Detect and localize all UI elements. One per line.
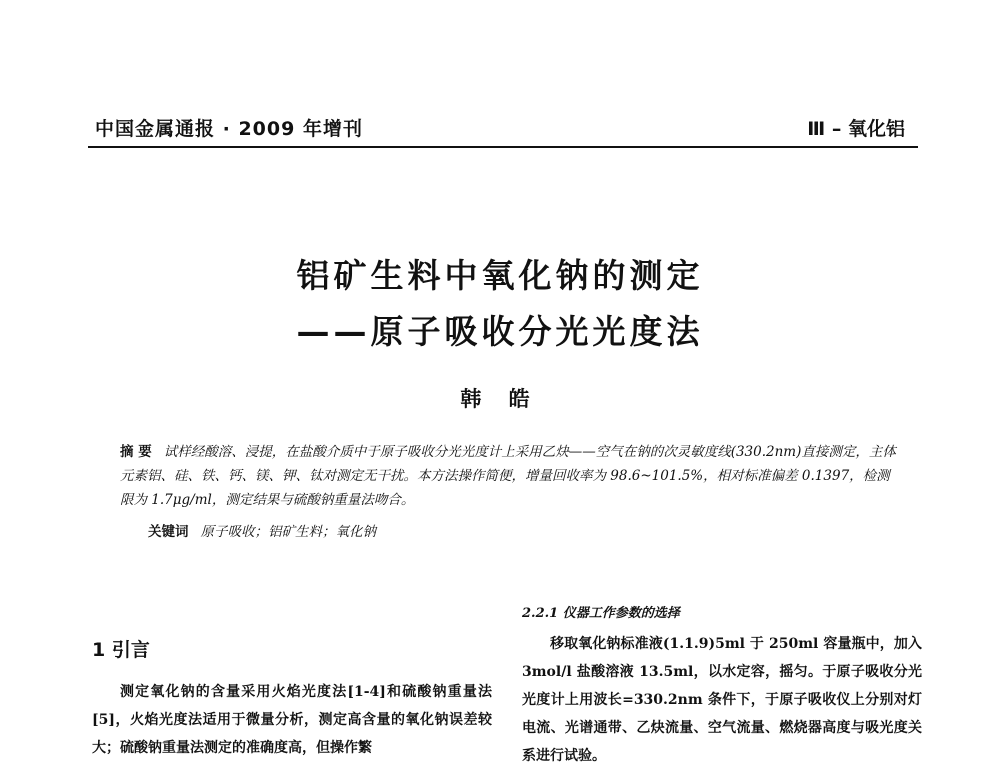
section-heading-introduction: 1 引言 [92, 639, 150, 661]
subsection-heading: 2.2.1 仪器工作参数的选择 [522, 606, 680, 621]
header-divider [88, 146, 918, 148]
right-column [522, 600, 922, 770]
method-paragraph: 移取氧化钠标准液(1.1.9)5ml 于 250ml 容量瓶中，加入 3mol/l 盐酸溶液 13.5ml，以水定容，摇匀。于原子吸收分光光度计上用波长=330.2nm 条件下，于原子吸收仪上分别对灯电流、光谱通带、乙炔流量、空气流量、燃烧器高度与吸光度关系进行试验。 [522, 636, 922, 764]
keywords-text: 原子吸收；铝矿生料；氧化钠 [200, 524, 376, 540]
paper-title: 铝矿生料中氧化钠的测定 [296, 256, 704, 295]
paper-subtitle: ——原子吸收分光光度法 [296, 312, 704, 351]
introduction-paragraph: 测定氧化钠的含量采用火焰光度法[1-4]和硫酸钠重量法[5]，火焰光度法适用于微量分析，测定高含量的氧化钠误差较大；硫酸钠重量法测定的准确度高，但操作繁 [92, 684, 492, 756]
keywords-label: 关键词 [148, 524, 189, 540]
abstract-label: 摘 要 [120, 444, 152, 460]
journal-header: 中国金属通报 · 2009 年增刊 [95, 118, 363, 140]
left-column [92, 600, 492, 762]
keywords-block [148, 520, 376, 540]
abstract-block [120, 440, 900, 512]
section-header: Ⅲ – 氧化铝 [807, 118, 905, 140]
abstract-text: 试样经酸溶、浸提，在盐酸介质中于原子吸收分光光度计上采用乙炔——空气在钠的次灵敏度线(330.2nm)直接测定，主体元素铝、硅、铁、钙、镁、钾、钛对测定无干扰。本方法操作简便，增量回收率为 98.6~101.5%，相对标准偏差 0.1397，检测限为 1.7μg/ml，测定结果与硫酸钠重量法吻合。 [120, 444, 896, 508]
author-name: 韩 皓 [460, 386, 540, 411]
